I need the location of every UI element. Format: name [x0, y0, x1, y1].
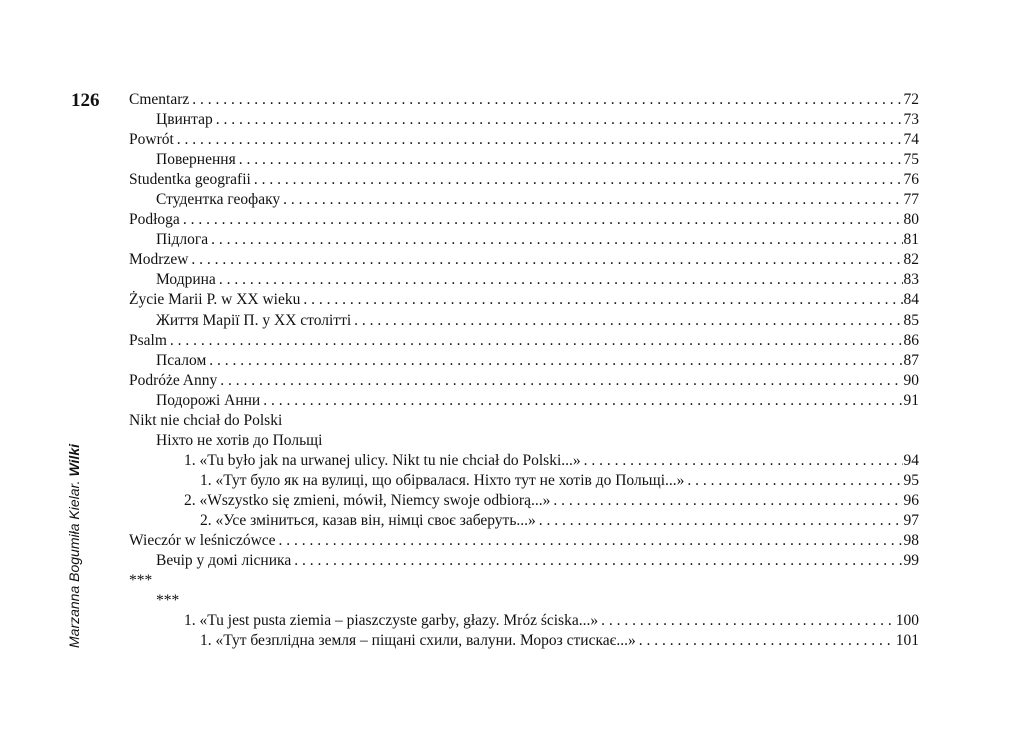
toc-entry-page: 99 — [903, 552, 919, 570]
toc-entry-page: 95 — [903, 471, 919, 489]
toc-dot-leader — [584, 451, 903, 471]
toc-entry-title: Wieczór w leśniczówce — [129, 532, 276, 550]
toc-dot-leader — [211, 230, 902, 250]
toc-dot-leader — [687, 471, 902, 491]
toc-entry-title: 1. «Tu jest pusta ziemia – piaszczyste garby, głazy. Mróz ściska...» — [184, 612, 599, 630]
toc-entry-title: Cmentarz — [129, 91, 190, 108]
toc-entry-page: 75 — [903, 151, 919, 169]
toc-entry — [129, 190, 919, 210]
running-header — [65, 444, 83, 648]
toc-dot-leader — [209, 351, 902, 371]
toc-entry — [129, 270, 919, 290]
table-of-contents — [129, 90, 919, 651]
toc-entry-title: Студентка геофаку — [156, 191, 281, 209]
toc-entry-page: 87 — [903, 351, 919, 369]
toc-dot-leader — [216, 110, 903, 130]
toc-entry — [129, 391, 919, 411]
toc-entry-title: Powrót — [129, 131, 174, 149]
toc-dot-leader — [263, 391, 902, 411]
toc-entry — [129, 210, 919, 230]
toc-dot-leader — [177, 130, 903, 150]
toc-entry-page: 74 — [903, 131, 919, 149]
toc-entry — [129, 591, 919, 611]
toc-entry-title: Studentka geografii — [129, 171, 251, 189]
toc-entry-title: Модрина — [156, 271, 216, 289]
toc-entry-title: 2. «Усе зміниться, казав він, німці своє заберуть...» — [200, 511, 536, 529]
toc-entry — [129, 471, 919, 491]
toc-entry — [129, 311, 919, 331]
toc-entry-page: 81 — [903, 231, 919, 249]
running-header-title: Wilki — [66, 444, 82, 477]
toc-dot-leader — [283, 190, 902, 210]
toc-dot-leader — [254, 170, 903, 190]
toc-entry-page: 73 — [903, 111, 919, 129]
toc-entry — [129, 371, 919, 391]
toc-entry-title: Подорожі Анни — [156, 391, 261, 409]
toc-entry-title: 2. «Wszystko się zmieni, mówił, Niemcy swoje odbiorą...» — [184, 491, 551, 509]
toc-entry-title: Podróże Anny — [129, 371, 218, 389]
toc-entry — [129, 571, 919, 591]
toc-entry — [129, 511, 919, 531]
toc-entry-title: 1. «Tu było jak na urwanej ulicy. Nikt tu nie chciał do Polski...» — [184, 451, 581, 469]
toc-entry — [129, 290, 919, 310]
toc-entry — [129, 491, 919, 511]
toc-entry — [129, 150, 919, 170]
toc-entry-page: 76 — [903, 171, 919, 189]
toc-dot-leader — [183, 210, 903, 230]
toc-entry-title: 1. «Тут було як на вулиці, що обірвалася. Ніхто тут не хотів до Польщі...» — [200, 471, 685, 489]
toc-entry — [129, 250, 919, 270]
toc-entry-page: 96 — [903, 491, 919, 509]
toc-entry-page: 97 — [903, 511, 919, 529]
toc-entry-title: Ніхто не хотів до Польщі — [156, 431, 323, 449]
toc-entry-page: 85 — [903, 311, 919, 329]
toc-entry-title: Підлога — [156, 231, 209, 249]
toc-entry — [129, 230, 919, 250]
toc-dot-leader — [294, 551, 902, 571]
toc-entry-page: 100 — [895, 612, 919, 630]
toc-dot-leader — [601, 611, 895, 631]
toc-entry-title: Psalm — [129, 331, 167, 349]
toc-entry — [129, 170, 919, 190]
page-number: 126 — [71, 90, 100, 111]
toc-entry — [129, 631, 919, 651]
toc-dot-leader — [219, 270, 903, 290]
toc-dot-leader — [220, 371, 902, 391]
toc-dot-leader — [639, 631, 895, 651]
toc-dot-leader — [539, 511, 903, 531]
toc-entry-title: 1. «Тут безплідна земля – піщані схили, валуни. Мороз стискає...» — [200, 632, 636, 650]
toc-dot-leader — [239, 150, 903, 170]
toc-dot-leader — [170, 331, 903, 351]
toc-entry-title: Цвинтар — [156, 111, 213, 129]
toc-entry-page: 91 — [903, 391, 919, 409]
toc-entry-title: Життя Марії П. у XX столітті — [156, 311, 352, 329]
toc-entry-page: 82 — [903, 251, 919, 269]
toc-entry-page: 90 — [903, 371, 919, 389]
toc-entry-page: 84 — [903, 291, 919, 309]
toc-entry — [129, 90, 919, 110]
toc-entry-title: Псалом — [156, 351, 207, 369]
toc-entry — [129, 531, 919, 551]
toc-entry-title: Nikt nie chciał do Polski — [129, 411, 283, 429]
toc-entry — [129, 431, 919, 451]
toc-dot-leader — [191, 250, 902, 270]
toc-entry-page: 83 — [903, 271, 919, 289]
toc-entry-title: *** — [156, 592, 180, 610]
toc-entry-title: Modrzew — [129, 251, 189, 269]
toc-entry-page: 72 — [903, 91, 919, 108]
toc-entry-title: Вечір у домі лісника — [156, 552, 292, 570]
toc-entry — [129, 351, 919, 371]
toc-entry — [129, 451, 919, 471]
toc-entry-title: Повернення — [156, 151, 236, 169]
toc-entry — [129, 331, 919, 351]
toc-entry — [129, 130, 919, 150]
toc-entry — [129, 411, 919, 431]
toc-entry-page: 101 — [895, 632, 919, 650]
toc-entry — [129, 611, 919, 631]
toc-entry-page: 86 — [903, 331, 919, 349]
toc-entry — [129, 110, 919, 130]
toc-dot-leader — [553, 491, 902, 511]
toc-dot-leader — [354, 311, 902, 331]
toc-dot-leader — [192, 90, 902, 110]
running-header-author: Marzanna Bogumiła Kielar. — [66, 480, 82, 648]
toc-entry-page: 80 — [903, 211, 919, 229]
toc-dot-leader — [279, 531, 903, 551]
toc-entry-page: 94 — [903, 451, 919, 469]
toc-dot-leader — [303, 290, 902, 310]
toc-entry-title: *** — [129, 572, 153, 590]
toc-entry-page: 98 — [903, 532, 919, 550]
toc-entry-page: 77 — [903, 191, 919, 209]
toc-entry-title: Życie Marii P. w XX wieku — [129, 291, 301, 309]
toc-entry — [129, 551, 919, 571]
toc-entry-title: Podłoga — [129, 211, 180, 229]
